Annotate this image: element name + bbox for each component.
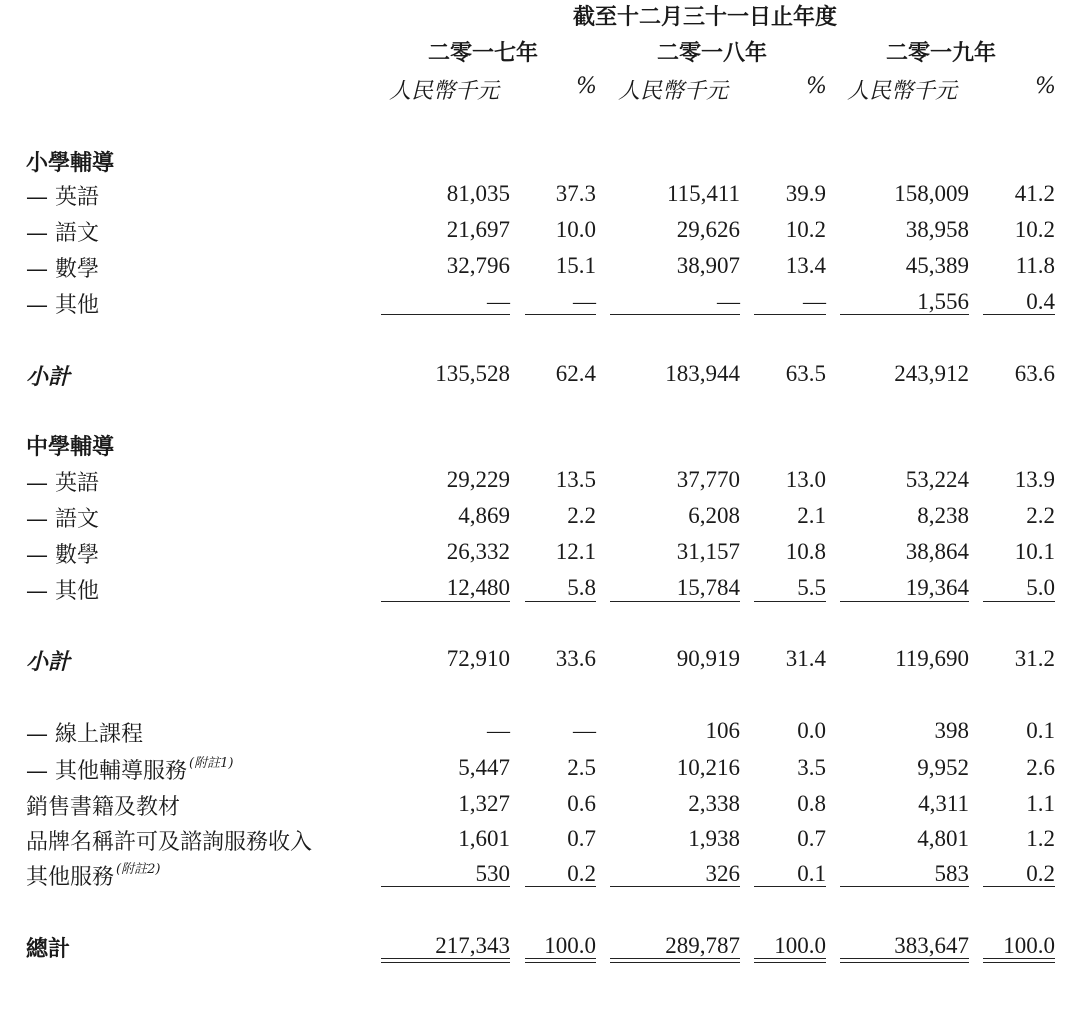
row-label-text: — 數學 [26,257,99,282]
row-label [26,574,99,605]
period-header: 截至十二月三十一日止年度 [573,4,838,30]
percent-cell: 11.8 [1015,253,1055,278]
underline [840,314,969,315]
footnote-ref: (附註1) [189,756,234,771]
unit-amount-2018: 人民幣千元 [618,79,729,104]
percent-cell: 0.1 [1026,718,1055,743]
underline [610,886,740,887]
row-label-text: — 英語 [26,185,99,210]
section-title-primary: 小學輔導 [26,150,115,176]
underline [754,886,826,887]
amount-cell: 31,157 [676,539,740,564]
percent-cell: 2.2 [1026,503,1055,528]
amount-cell: 1,327 [458,791,510,816]
amount-cell: 9,952 [917,755,969,780]
percent-cell: 1.2 [1026,826,1055,851]
amount-cell: 12,480 [446,575,510,600]
amount-cell: 81,035 [446,181,510,206]
row-label-text: — 其他輔導服務 [26,759,187,784]
percent-cell: 13.5 [555,467,596,492]
amount-cell: 583 [934,861,969,886]
amount-cell: 26,332 [446,539,510,564]
amount-cell: 38,907 [676,253,740,278]
underline [525,601,596,602]
amount-cell: 29,229 [446,467,510,492]
percent-cell: 41.2 [1014,181,1055,206]
unit-pct-2019: % [1035,74,1056,99]
amount-cell: 158,009 [894,181,969,206]
amount-cell: 119,690 [895,646,969,671]
underline [840,601,969,602]
percent-cell: 0.2 [1026,861,1055,886]
double-underline [983,958,1055,963]
unit-pct-2018: % [806,74,827,99]
percent-cell: 2.6 [1026,755,1055,780]
section-title-secondary: 中學輔導 [26,434,115,460]
percent-cell: 0.7 [797,826,826,851]
double-underline [610,958,740,963]
percent-cell: 5.0 [1026,575,1055,600]
amount-cell: 4,311 [918,791,969,816]
percent-cell: 0.2 [567,861,596,886]
amount-cell: 1,601 [458,826,510,851]
amount-cell: 32,796 [446,253,510,278]
amount-cell: 53,224 [905,467,969,492]
percent-cell: 10.0 [555,217,596,242]
percent-cell: 0.8 [797,791,826,816]
percent-cell: — [573,289,596,314]
underline [525,314,596,315]
underline [381,886,510,887]
amount-cell: 38,958 [905,217,969,242]
double-underline [381,958,510,963]
row-label [26,216,99,247]
row-label-text: — 其他 [26,579,99,604]
percent-cell: 5.5 [797,575,826,600]
row-label-text: — 英語 [26,471,99,496]
amount-cell: 106 [705,718,740,743]
row-label-text: 銷售書籍及教材 [26,795,181,820]
percent-cell: 0.6 [567,791,596,816]
percent-cell: 31.2 [1014,646,1055,671]
percent-cell: 0.0 [797,718,826,743]
row-label [26,825,312,856]
percent-cell: 3.5 [797,755,826,780]
row-label [26,288,99,319]
amount-cell: 135,528 [435,361,510,386]
row-label [26,932,70,963]
unit-amount-2019: 人民幣千元 [847,79,958,104]
percent-cell: 62.4 [555,361,596,386]
percent-cell: 1.1 [1026,791,1055,816]
row-label [26,790,180,821]
amount-cell: 4,869 [458,503,510,528]
underline [754,601,826,602]
unit-amount-2017: 人民幣千元 [389,79,500,104]
amount-cell: 289,787 [665,933,740,958]
amount-cell: 4,801 [917,826,969,851]
underline [983,886,1055,887]
percent-cell: 0.4 [1026,289,1055,314]
underline [983,601,1055,602]
amount-cell: 243,912 [894,361,969,386]
footnote-ref: (附註2) [116,862,161,877]
row-label [26,466,99,497]
underline [840,886,969,887]
amount-cell: 15,784 [676,575,740,600]
row-label-text: — 語文 [26,221,99,246]
percent-cell: 39.9 [785,181,826,206]
percent-cell: 10.2 [1014,217,1055,242]
percent-cell: 31.4 [785,646,826,671]
percent-cell: 13.0 [785,467,826,492]
percent-cell: 13.4 [785,253,826,278]
percent-cell: 13.9 [1014,467,1055,492]
percent-cell: 63.6 [1014,361,1055,386]
amount-cell: 383,647 [894,933,969,958]
percent-cell: 0.7 [567,826,596,851]
row-label [26,860,160,891]
amount-cell: 2,338 [688,791,740,816]
double-underline [840,958,969,963]
row-label [26,538,99,569]
row-label-text: 總計 [26,936,71,962]
amount-cell: 90,919 [676,646,740,671]
amount-cell: 38,864 [905,539,969,564]
amount-cell: — [487,718,510,743]
percent-cell: 100.0 [544,933,596,958]
amount-cell: 217,343 [435,933,510,958]
row-label [26,180,99,211]
percent-cell: 0.1 [797,861,826,886]
amount-cell: 37,770 [676,467,740,492]
amount-cell: 10,216 [676,755,740,780]
percent-cell: 10.2 [785,217,826,242]
percent-cell: 2.2 [567,503,596,528]
amount-cell: 6,208 [688,503,740,528]
row-label-text: 小計 [26,364,71,390]
amount-cell: — [717,289,740,314]
percent-cell: 5.8 [567,575,596,600]
percent-cell: 15.1 [555,253,596,278]
amount-cell: 5,447 [458,755,510,780]
year-2017-header: 二零一七年 [428,40,539,66]
row-label [26,717,143,748]
underline [610,601,740,602]
row-label-text: 小計 [26,649,71,675]
percent-cell: 2.1 [797,503,826,528]
row-label-text: 其他服務 [26,865,115,890]
row-label-text: — 語文 [26,507,99,532]
percent-cell: — [803,289,826,314]
amount-cell: 1,938 [688,826,740,851]
amount-cell: 326 [705,861,740,886]
amount-cell: 29,626 [676,217,740,242]
double-underline [525,958,596,963]
row-label [26,360,70,391]
row-label [26,252,99,283]
row-label [26,645,70,676]
percent-cell: 12.1 [555,539,596,564]
unit-pct-2017: % [576,74,597,99]
percent-cell: 100.0 [774,933,826,958]
year-2018-header: 二零一八年 [657,40,768,66]
underline [525,886,596,887]
amount-cell: 21,697 [446,217,510,242]
percent-cell: 2.5 [567,755,596,780]
amount-cell: 45,389 [905,253,969,278]
amount-cell: — [487,289,510,314]
underline [381,314,510,315]
percent-cell: — [573,718,596,743]
row-label [26,502,99,533]
percent-cell: 63.5 [785,361,826,386]
row-label-text: — 數學 [26,543,99,568]
underline [754,314,826,315]
percent-cell: 37.3 [555,181,596,206]
underline [610,314,740,315]
amount-cell: 183,944 [665,361,740,386]
amount-cell: 8,238 [917,503,969,528]
underline [381,601,510,602]
row-label-text: 品牌名稱許可及諮詢服務收入 [26,830,313,855]
percent-cell: 100.0 [1003,933,1055,958]
amount-cell: 530 [475,861,510,886]
underline [983,314,1055,315]
row-label [26,754,233,785]
double-underline [754,958,826,963]
amount-cell: 115,411 [666,181,740,206]
amount-cell: 398 [934,718,969,743]
amount-cell: 19,364 [905,575,969,600]
percent-cell: 10.8 [785,539,826,564]
row-label-text: — 其他 [26,293,99,318]
row-label-text: — 線上課程 [26,722,143,747]
percent-cell: 33.6 [555,646,596,671]
percent-cell: 10.1 [1014,539,1055,564]
amount-cell: 72,910 [446,646,510,671]
year-2019-header: 二零一九年 [886,40,997,66]
amount-cell: 1,556 [917,289,969,314]
